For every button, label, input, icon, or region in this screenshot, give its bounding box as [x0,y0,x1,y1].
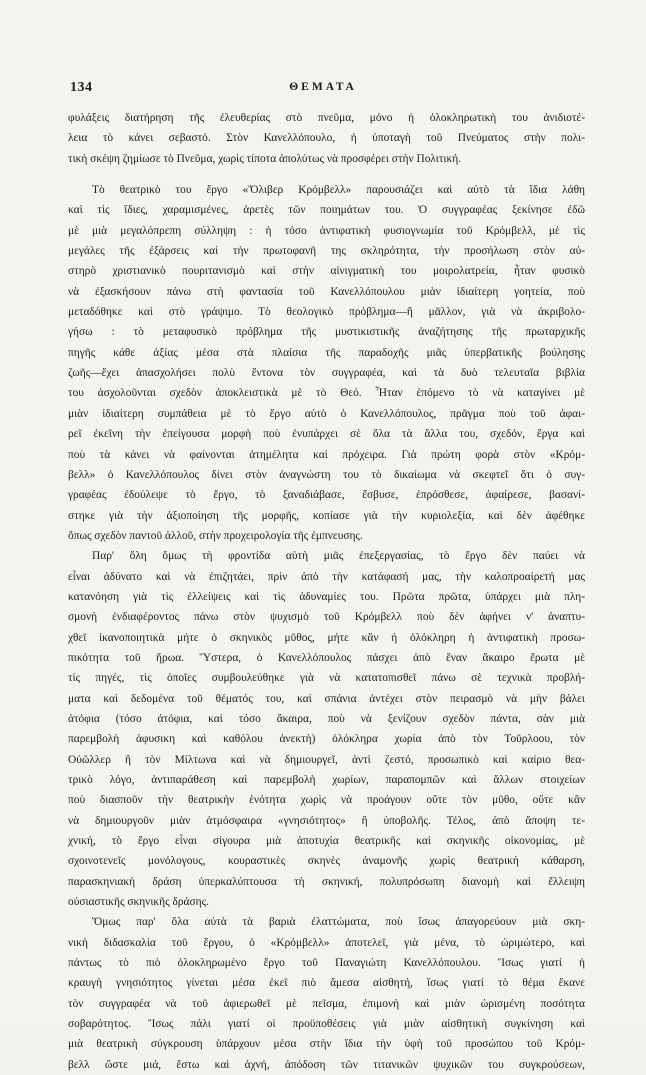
text-line: ζωῆς—ἔχει ἀπασχολήσει πολὺ ἔντονα τὸν συγγραφέα, καὶ τὰ δυὸ τελευταῖα βιβλία [68,367,585,380]
text-line: μεταδόθηκε καὶ στὸ γράψιμο. Τὸ θεολογικὸ πρόβλημα—ἢ μᾶλλον, γιὰ νὰ ἀκριβολο- [68,306,585,319]
text-line: του ἀσχολοῦνται σχεδὸν ἀποκλειστικὰ μὲ τὸ Θεό. Ἦταν ἑπόμενο τὸ νὰ καταγίνει μὲ [68,387,585,400]
text-line: ὅπως σχεδὸν παντοῦ ἀλλοῦ, στὴν προχειρολογία τῆς ἐμπνευσης. [68,529,363,542]
text-line: τὸν συγγραφέα νὰ τοῦ ἀφιερωθεῖ μὲ πεῖσμα, ἐπιμονὴ καὶ μιὰν ὡρισμένη ποσότητα [68,997,585,1010]
text-line: μιὰν ἰδιαίτερη συμπάθεια μὲ τὸ ἔργο αὐτὸ ὁ Κανελλόπουλος, πρᾶγμα ποὺ τοῦ ἀφαι- [68,407,585,420]
text-line: σοβαρότητος. Ἴσως πάλι γιατί οἱ προϋποθέσεις γιὰ μιὰν αἰσθητικὴ συγκίνηση καὶ [68,1018,585,1031]
page-number: 134 [70,80,93,95]
text-line: στηκε γιὰ τὴν ἀξιοποίηση τῆς μορφῆς, κοπίασε γιὰ τὴν κυριολεξία, καὶ δὲν ἀφέθηκε [68,509,585,522]
text-line: ρεῖ ἐκεῖνη τὴν ἐπείγουσα μορφὴ ποὺ ἐνυπάρχει σὲ ὅλα τὰ ἄλλα του, σχεδόν, ἔργα καὶ [68,428,585,441]
text-line: μὲ μιὰ μεγαλόπρεπη σύλληψη : ἡ τόσο ἀντιφατικὴ φυσιογνωμία τοῦ Κρόμβελλ, μὲ τὶς [68,224,585,237]
text-line: νικὴ διδασκαλία τοῦ ἔργου, ὁ «Κρόμβελλ» ἀποτελεῖ, γιὰ μένα, τὸ ὡριμώτερο, καὶ [68,936,585,949]
text-line: χθεῖ ἱκανοποιητικὰ μήτε ὁ σκηνικὸς μῦθος, μήτε κἂν ἡ ὁλόκληρη ἡ ἀντιφατικὴ προσω- [68,631,585,644]
paragraph-gap [68,169,585,180]
text-line: ποὺ διασποῦν τὴν θεατρικὴν ἑνότητα χωρὶς νὰ προάγουν οὔτε τὸν μῦθο, οὔτε κἂν [68,794,585,807]
text-line: πικότητα τοῦ ἥρωα. Ὕστερα, ὁ Κανελλόπουλος πάσχει ἀπὸ ἕναν ἄκαιρο ἔρωτα μὲ [68,651,585,664]
text-line: μιὰ θεατρικὴ σύγκρουση ὑπάρχουν μέσα στὴν ἴδια τὴν ὑφὴ τοῦ προσώπου τοῦ Κρόμ- [68,1038,585,1051]
text-line: καὶ τὶς ἴδιες, χαραμισμένες, ἀρετὲς τῶν ποιημάτων του. Ὁ συγγραφέας ξεκίνησε ἐδῶ [68,204,585,217]
text-line: παρασκηνιακὴ δράση ὑπερκαλύπτουσα τὴ σκηνική, πολυπρόσωπη διανομὴ καὶ ἔλλειψη [68,875,585,888]
text-line: Οὐῶλλερ ἢ τὸν Μίλτωνα καὶ νὰ δημιουργεῖ, ἀντὶ ζεστό, προσωπικὸ καὶ καίριο θεα- [68,753,585,766]
text-line: τὶς πηγές, τὶς ὁποῖες συμβουλεύθηκε γιὰ νὰ κατατοπισθεῖ πάνω σὲ τεχνικὰ προβλή- [68,672,585,685]
text-line: σχοινοτενεῖς μονόλογους, κουραστικὲς σκηνὲς ἀναμονῆς χωρὶς θεατρικὴ κάθαρση, [68,855,585,868]
text-line: κατανόηση γιὰ τὶς ἐλλείψεις καὶ τὶς ἀδυναμίες του. Πρῶτα πρῶτα, ὑπάρχει μιὰ πλη- [68,590,585,603]
text-line: λεια τὸ κάνει σεβαστό. Στὸν Κανελλόπουλο, ἡ ὑποταγὴ τοῦ Πνεύματος στὴν πολι- [68,132,585,145]
text-line: χνική, τὸ ἔργο εἶναι σίγουρα μιὰ ἀποτυχία θεατρικῆς καὶ σκηνικῆς οἰκονομίας, μὲ [68,835,585,848]
text-line: τικὴ σκέψη ζημίωσε τὸ Πνεῦμα, χωρὶς τίποτα ἀπολύτως νὰ προσφέρει στὴν Πολιτική. [68,152,462,165]
text-line: κραυγὴ γνησιότητος γίνεται μέσα ἐκεῖ πιὸ ἄμεσα αἰσθητή, ἴσως γιατί τὸ θέμα ἔκανε [68,977,585,990]
text-line: βελλ ὥστε μιά, ἔστω καὶ ἀχνή, ἀπόδοση τῶν τιτανικῶν ψυχικῶν του συγκρούσεων, [68,1058,585,1071]
text-line: τρικὸ λόγο, ἀντιπαράθεση καὶ παρεμβολὴ χωρίων, παραπομπῶν καὶ ἄλλων στοιχείων [68,774,585,786]
text-line: μεγάλες τῆς ἐξάρσεις καὶ τὴν πρωτοφανῆ της σκληρότητα, τὴν προσήλωση στὸν αὐ- [68,245,585,258]
text-line: παρεμβολὴ ἀφυσικη καὶ καθόλου ἀνεκτὴ) ὁλόκληρα χωρία ἀπὸ τὸν Τοῦρλοου, τὸν [68,733,585,746]
paragraph [68,180,585,546]
text-line: ποὺ τὰ κάνει νὰ φαίνονται ἀτημέλητα καὶ πρόχειρα. Γιὰ πρώτη φορὰ στὸν «Κρόμ- [68,448,585,461]
text-line: νὰ δημιουργοῦν μιὰν ἀτμόσφαιρα «γνησιότητος» ἢ ὑποβολῆς. Τέλος, ἀπὸ ἄποψη τε- [68,814,585,827]
text-line: Ὅμως παρ' ὅλα αὐτὰ τὰ βαριὰ ἐλαττώματα, ποὺ ἴσως ἀπαγορεύουν μιὰ σκη- [92,916,585,929]
text-line: οὐσιαστικῆς σκηνικῆς δράσης. [68,896,209,909]
text-line: γήσω : τὸ μεταφυσικὸ πρόβλημα τῆς μυστικιστικῆς ἀναζήτησης τῆς πρωταρχικῆς [68,326,585,339]
body-text [68,108,585,1075]
text-line: στηρὸ χριστιανικὸ πουριτανισμὸ καὶ στὴν αἰνιγματικὴ του μοιρολατρεία, ἦταν φυσικὸ [68,265,585,278]
text-line: πηγῆς κάθε ἀξίας μέσα στὰ πλαίσια τῆς παραδοχῆς μιᾶς ὑπερβατικῆς βούλησης [68,346,585,359]
text-line: Παρ' ὅλη ὅμως τὴ φροντίδα αὐτὴ μιᾶς ἐπεξεργασίας, τὸ ἔργο δὲν παύει νὰ [92,550,585,563]
text-line: εἶναι ἀδύνατο καὶ νὰ ἐπιζητάει, πρὶν ἀπὸ τὴν κατάφασή μας, τὴν καλοπροαίρετή μας [68,570,585,583]
running-title: ΘΕΜΑΤΑ [289,81,357,93]
paragraph [68,546,585,912]
paragraph [68,108,585,169]
text-line: βελλ» ὁ Κανελλόπουλος δίνει στὸν ἀναγνώστη του τὸ δικαίωμα νὰ σκεφτεῖ ὅτι ὁ συγ- [68,468,585,481]
text-line: σμονὴ ἐνδιαφέροντος πάνω στὸν ψυχισμὸ τοῦ Κρόμβελλ ποὺ δὲν ἀφήνει ν' ἀναπτυ- [68,611,585,624]
text-line: φυλάξεις διατήρηση τῆς ἐλευθερίας στὸ πνεῦμα, μόνο ἡ ὁλοκληρωτικὴ του ἀνιδιοτέ- [68,112,585,124]
text-line: πάντως τὸ πιὸ ὁλοκληρωμένο ἔργο τοῦ Παναγιώτη Κανελλόπουλου. Ἴσως γιατί ἡ [68,957,585,970]
text-line: γραφέας ἐδούλεψε τὸ ἔργο, τὸ ξαναδιάβασε, ἔσβυσε, ἐπρόσθεσε, ἀφαίρεσε, βασανί- [68,489,585,502]
paragraph [68,912,585,1075]
text-line: Τὸ θεατρικὸ του ἔργο «Ὄλιβερ Κρόμβελλ» παρουσιάζει καὶ αὐτὸ τὰ ἴδια λάθη [92,184,585,197]
text-line: ματα καὶ δεδομένα τοῦ θέματός του, καὶ σπάνια ἀντέχει στὸν πειρασμὸ νὰ μὴν βάλει [68,692,585,705]
text-line: ἀτόφια (τόσο ἀτόφια, καὶ τόσο ἄκαιρα, ποὺ νὰ ξενίζουν σχεδὸν πάντα, σὰν μιὰ [68,712,585,725]
text-line: νὰ ἐξασκήσουν πάνω στὴ φαντασία τοῦ Κανελλόπουλου μιὰν ἰδιαίτερη γοητεία, ποὺ [68,285,585,298]
